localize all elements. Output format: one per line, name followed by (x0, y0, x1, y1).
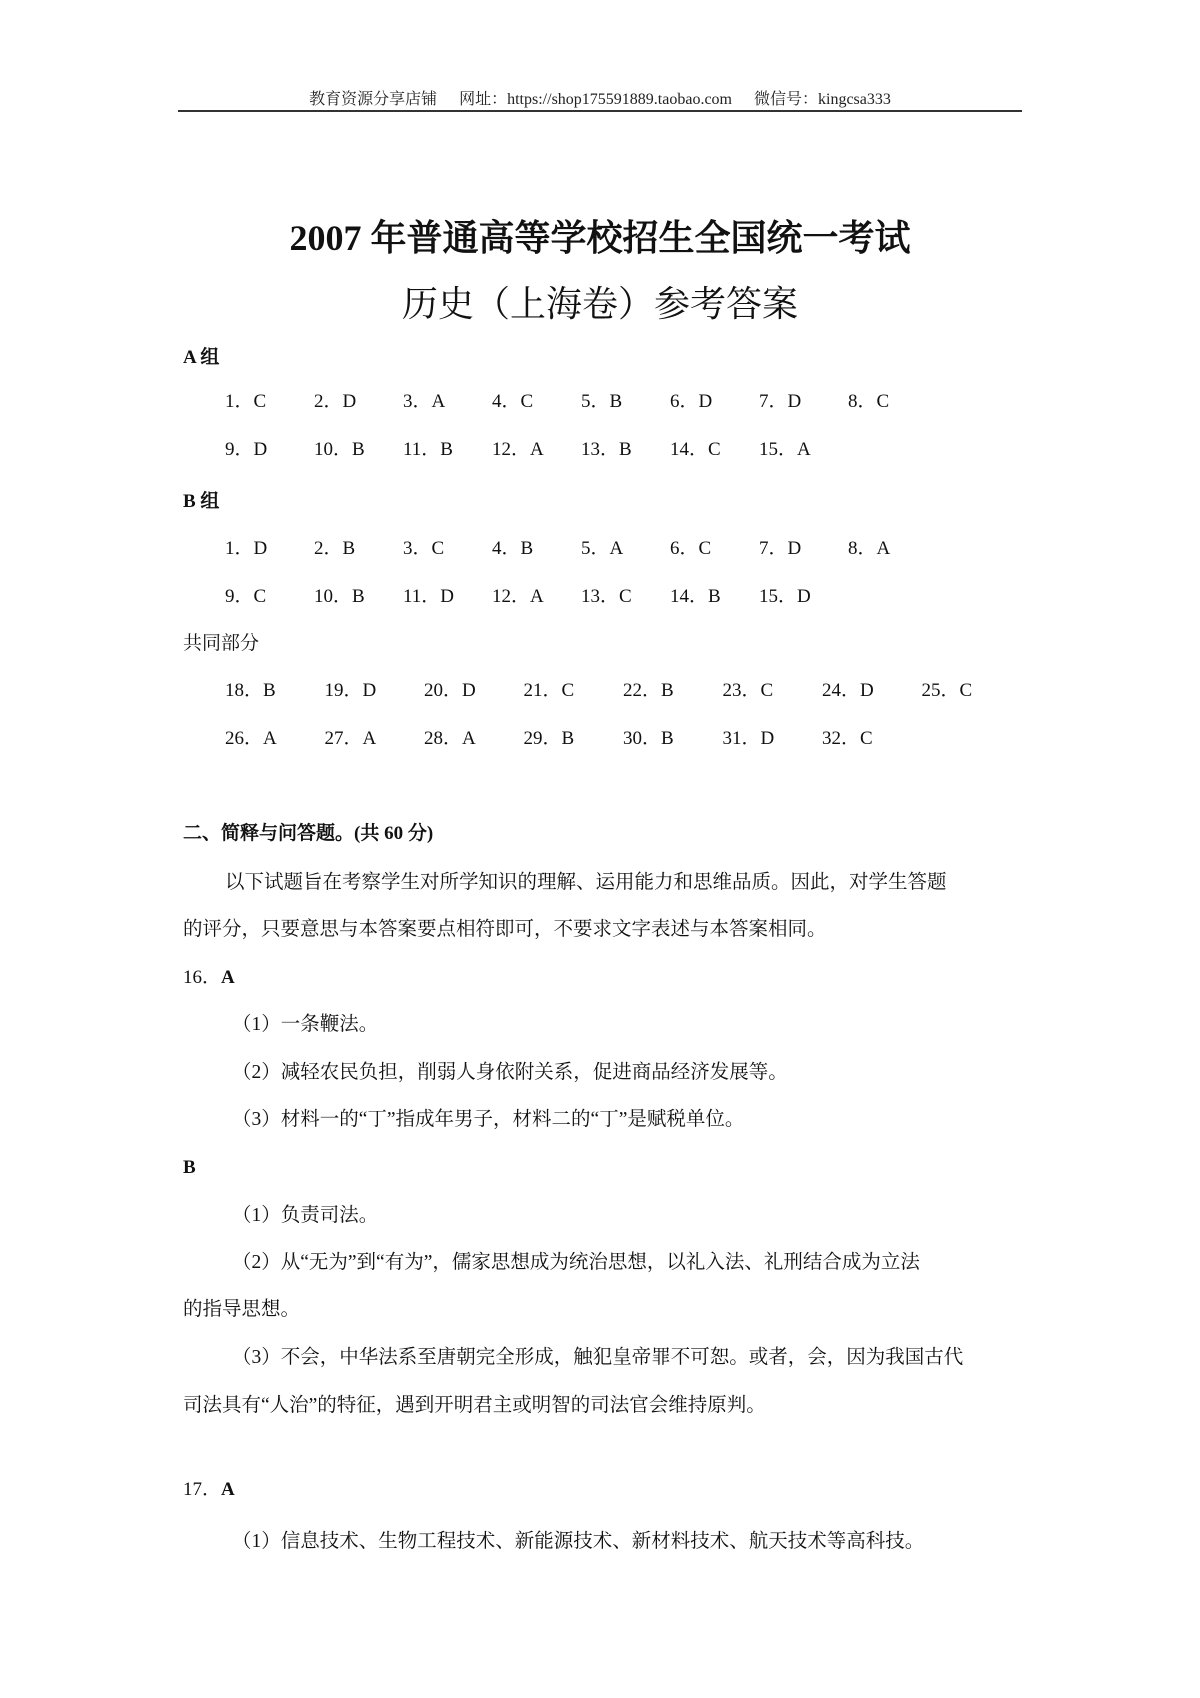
answer-item: 15．D (759, 586, 811, 607)
q16-b-item-3-line2: 司法具有“人治”的特征，遇到开明君主或明智的司法官会维持原判。 (183, 1395, 766, 1416)
answer-item: 5．B (581, 391, 623, 412)
answer-item: 4．B (492, 538, 534, 559)
answer-item: 6．D (670, 391, 713, 412)
group-b-label: B 组 (183, 491, 220, 512)
q16-a-item-2: （2）减轻农民负担，削弱人身依附关系，促进商品经济发展等。 (232, 1062, 788, 1083)
answer-item: 23．C (722, 680, 774, 701)
header-wechat: 微信号：kingcsa333 (754, 91, 891, 108)
answer-item: 3．C (403, 538, 445, 559)
header-website: 网址：https://shop175591889.taobao.com (459, 91, 732, 108)
answer-item: 11．B (403, 439, 453, 460)
answer-item: 7．D (759, 391, 802, 412)
answer-item: 19．D (324, 680, 377, 701)
q17-number: 17． (183, 1479, 222, 1500)
answer-item: 24．D (822, 680, 874, 701)
answer-item: 28．A (424, 728, 476, 749)
answer-item: 2．D (314, 391, 357, 412)
section2-intro-line1: 以下试题旨在考察学生对所学知识的理解、运用能力和思维品质。因此，对学生答题 (225, 872, 947, 893)
answer-item: 31．D (722, 728, 775, 749)
answer-item: 22．B (623, 680, 674, 701)
q16-a-item-3: （3）材料一的“丁”指成年男子，材料二的“丁”是赋税单位。 (232, 1109, 745, 1130)
answer-item: 32．C (822, 728, 873, 749)
answer-item: 9．C (225, 586, 267, 607)
answer-item: 8．A (848, 538, 891, 559)
page-title: 2007 年普通高等学校招生全国统一考试 (289, 218, 911, 258)
answer-item: 13．C (581, 586, 632, 607)
q16-b-item-2-line2: 的指导思想。 (183, 1299, 301, 1320)
q16-b-item-1: （1）负责司法。 (232, 1205, 379, 1226)
answer-item: 2．B (314, 538, 356, 559)
q16-b-label: B (183, 1157, 196, 1178)
answer-item: 20．D (424, 680, 476, 701)
answer-item: 13．B (581, 439, 632, 460)
answer-item: 4．C (492, 391, 534, 412)
q17-a-item-1: （1）信息技术、生物工程技术、新能源技术、新材料技术、航天技术等高科技。 (232, 1531, 925, 1552)
answer-item: 10．B (314, 586, 365, 607)
answer-item: 18．B (225, 680, 276, 701)
group-a-label: A 组 (183, 347, 220, 368)
header-rule (178, 110, 1022, 112)
page-header (0, 86, 1200, 109)
answer-item: 15．A (759, 439, 811, 460)
q17-a-label: A (221, 1479, 235, 1500)
q16-b-item-2-line1: （2）从“无为”到“有为”，儒家思想成为统治思想，以礼入法、礼刑结合成为立法 (232, 1252, 920, 1273)
q16-a-item-1: （1）一条鞭法。 (232, 1014, 379, 1035)
q17-heading (183, 1478, 235, 1502)
answer-item: 14．C (670, 439, 721, 460)
answer-item: 10．B (314, 439, 365, 460)
common-label: 共同部分 (183, 633, 260, 654)
page-subtitle: 历史（上海卷）参考答案 (401, 284, 798, 324)
answer-item: 14．B (670, 586, 721, 607)
section2-heading: 二、简释与问答题。(共 60 分) (183, 823, 434, 844)
answer-item: 8．C (848, 391, 890, 412)
answer-item: 27．A (324, 728, 377, 749)
q16-b-item-3-line1: （3）不会，中华法系至唐朝完全形成，触犯皇帝罪不可恕。或者，会，因为我国古代 (232, 1347, 964, 1368)
answer-item: 25．C (921, 680, 973, 701)
header-shop: 教育资源分享店铺 (309, 91, 438, 108)
section2-intro-line2: 的评分，只要意思与本答案要点相符即可，不要求文字表述与本答案相同。 (183, 919, 827, 940)
answer-item: 26．A (225, 728, 277, 749)
q16-a-label: A (221, 967, 235, 988)
answer-item: 5．A (581, 538, 624, 559)
answer-item: 12．A (492, 439, 544, 460)
answer-item: 12．A (492, 586, 544, 607)
answer-item: 1．C (225, 391, 267, 412)
answer-item: 6．C (670, 538, 712, 559)
q16-number: 16． (183, 967, 222, 988)
answer-item: 11．D (403, 586, 455, 607)
q16-heading (183, 966, 235, 990)
answer-item: 29．B (523, 728, 575, 749)
answer-item: 3．A (403, 391, 446, 412)
answer-item: 9．D (225, 439, 268, 460)
answer-item: 30．B (623, 728, 674, 749)
answer-item: 1．D (225, 538, 268, 559)
answer-item: 7．D (759, 538, 802, 559)
answer-item: 21．C (523, 680, 575, 701)
